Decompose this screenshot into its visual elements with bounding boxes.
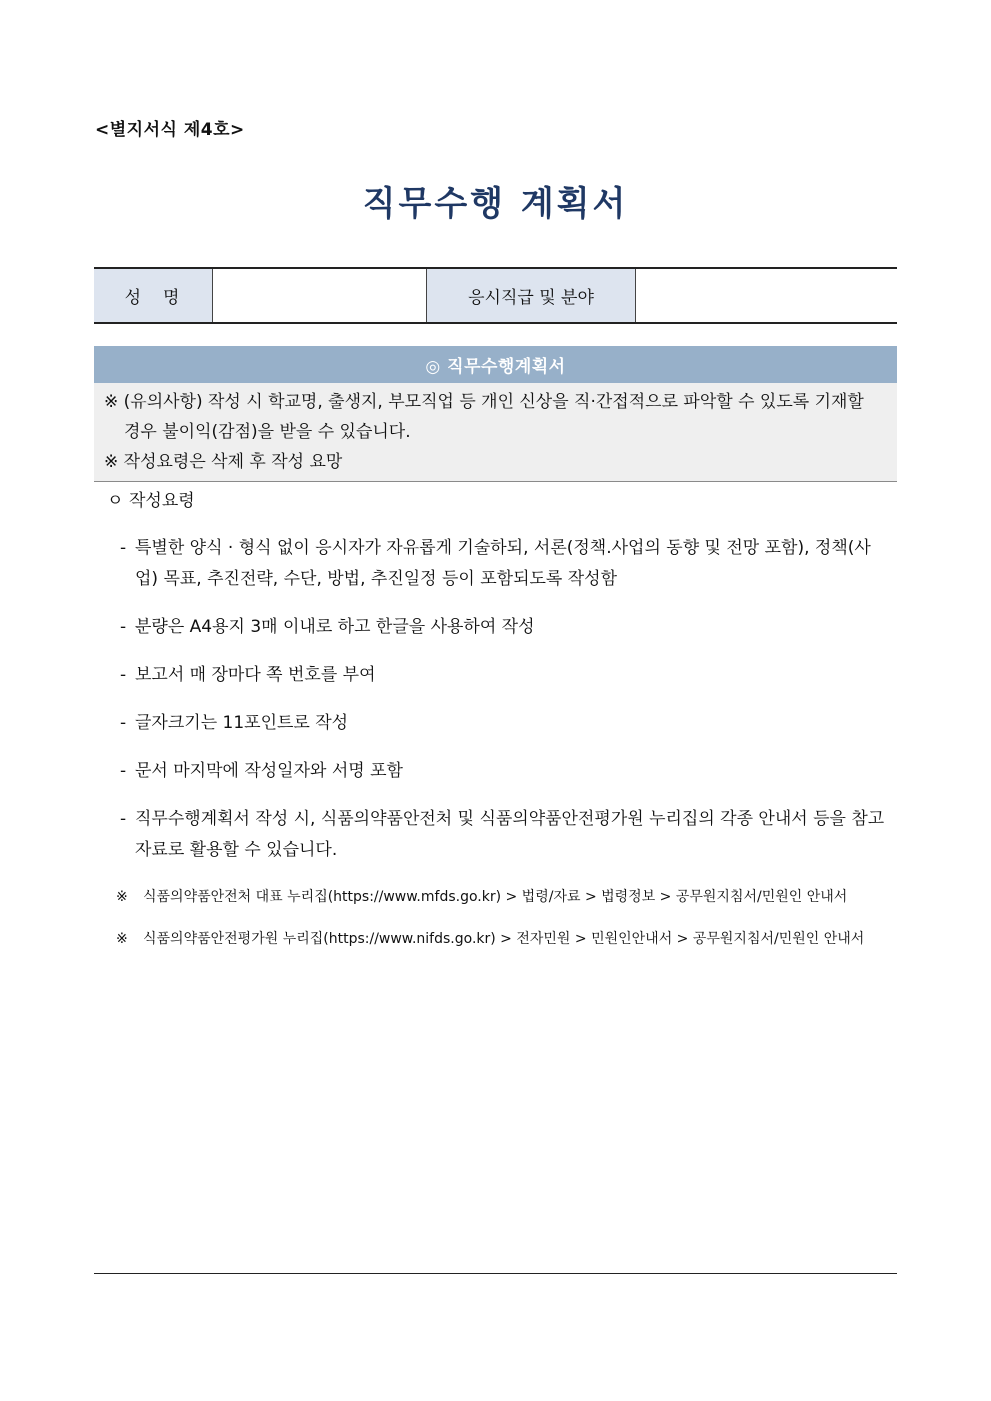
dash-bullet-icon: - — [120, 538, 127, 558]
dash-bullet-icon: - — [120, 713, 127, 733]
reference-link-nifds[interactable] — [116, 929, 864, 949]
notice-box — [94, 383, 897, 482]
notice-line: 경우 불이익(감점)을 받을 수 있습니다. — [124, 422, 411, 442]
list-item-text: 분량은 A4용지 3매 이내로 하고 한글을 사용하여 작성 — [135, 617, 535, 637]
list-item-text: 직무수행계획서 작성 시, 식품의약품안전처 및 식품의약품안전평가원 누리집의 각종 안내서 등을 참고자료로 활용할 수 있습니다. — [135, 809, 885, 860]
position-label: 응시직급 및 분야 — [427, 269, 636, 322]
reference-link-mfds[interactable] — [116, 887, 847, 907]
dash-bullet-icon: - — [120, 617, 127, 637]
reference-text: 식품의약품안전평가원 누리집(https://www.nifds.go.kr) > 전자민원 > 민원인안내서 > 공무원지침서/민원인 안내서 — [143, 931, 865, 947]
list-item — [120, 756, 890, 787]
notice-line: ※ (유의사항) 작성 시 학교명, 출생지, 부모직업 등 개인 신상을 직·간접적으로 파악할 수 있도록 기재할 — [104, 392, 864, 412]
reference-text: 식품의약품안전처 대표 누리집(https://www.mfds.go.kr) > 법령/자료 > 법령정보 > 공무원지침서/민원인 안내서 — [143, 889, 848, 905]
form-number: <별지서식 제4호> — [95, 120, 245, 140]
position-field[interactable] — [636, 269, 897, 322]
list-item — [120, 612, 890, 643]
list-item — [120, 804, 890, 866]
name-field[interactable] — [213, 269, 427, 322]
reference-mark-icon: ※ — [116, 889, 128, 905]
reference-mark-icon: ※ — [116, 931, 128, 947]
list-item-text: 문서 마지막에 작성일자와 서명 포함 — [135, 761, 403, 781]
list-item-text: 보고서 매 장마다 쪽 번호를 부여 — [135, 665, 376, 685]
applicant-info-table — [94, 267, 897, 324]
guide-heading-text: 작성요령 — [129, 491, 195, 511]
list-item-text: 글자크기는 11포인트로 작성 — [135, 713, 349, 733]
list-item — [120, 708, 890, 739]
circle-bullet-icon: ㅇ — [107, 491, 124, 511]
dash-bullet-icon: - — [120, 665, 127, 685]
section-header: ◎ 직무수행계획서 — [94, 346, 897, 383]
list-item — [120, 660, 890, 691]
notice-line: ※ 작성요령은 삭제 후 작성 요망 — [104, 452, 343, 472]
dash-bullet-icon: - — [120, 809, 127, 829]
list-item — [120, 533, 890, 595]
dash-bullet-icon: - — [120, 761, 127, 781]
list-item-text: 특별한 양식 · 형식 없이 응시자가 자유롭게 기술하되, 서론(정책.사업의 동향 및 전망 포함), 정책(사업) 목표, 추진전략, 수단, 방법, 추진일정 등이 포함되도록 작성함 — [135, 538, 871, 589]
bottom-divider — [94, 1273, 897, 1274]
guide-heading — [107, 486, 195, 516]
name-label: 성명 — [94, 269, 213, 322]
document-title: 직무수행 계획서 — [362, 184, 629, 224]
